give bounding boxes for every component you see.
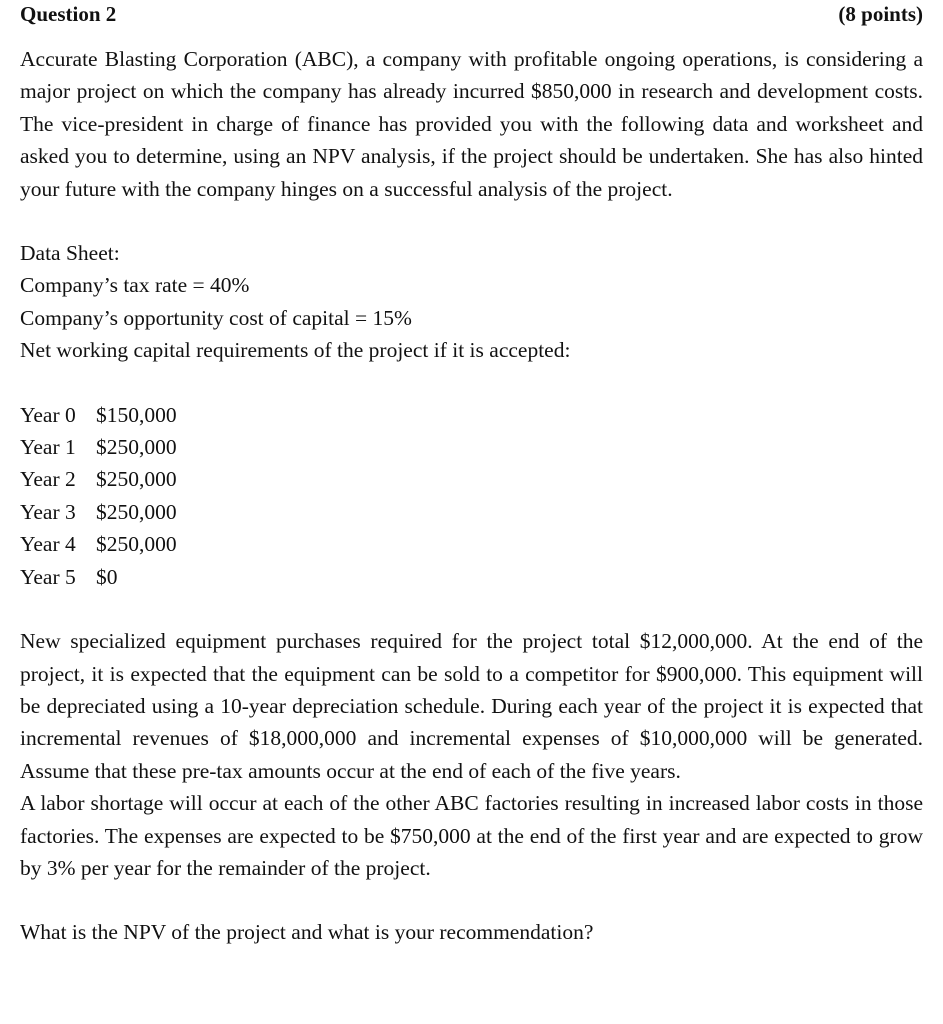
year-label: Year 3 xyxy=(20,499,76,524)
cost-of-capital-line: Company’s opportunity cost of capital = 15% xyxy=(20,305,412,330)
year-label: Year 4 xyxy=(20,532,76,557)
data-sheet xyxy=(20,237,923,367)
nwc-year-list xyxy=(20,399,923,593)
nwc-year-row xyxy=(20,496,923,528)
tax-rate-line: Company’s tax rate = 40% xyxy=(20,273,250,298)
nwc-year-row xyxy=(20,528,923,560)
data-sheet-heading: Data Sheet: xyxy=(20,241,120,266)
year-label: Year 0 xyxy=(20,402,76,427)
year-amount: $250,000 xyxy=(96,467,177,492)
year-amount: $0 xyxy=(96,564,118,589)
nwc-year-row xyxy=(20,561,923,593)
intro-paragraph: Accurate Blasting Corporation (ABC), a company with profitable ongoing operations, is considering a major project on which the company has already incurred $850,000 in research and development costs. The vice-president in charge of finance has provided you with the following data and worksheet and asked you to determine, using an NPV analysis, if the project should be undertaken. She has also hinted your future with the company hinges on a successful analysis of the project. xyxy=(20,47,923,201)
year-amount: $250,000 xyxy=(96,435,177,460)
nwc-year-row xyxy=(20,431,923,463)
question-title: Question 2 xyxy=(20,2,117,26)
year-amount: $250,000 xyxy=(96,532,177,557)
labor-paragraph: A labor shortage will occur at each of the other ABC factories resulting in increased labor costs in those factories. The expenses are expected to be $750,000 at the end of the first year and are expected to grow by 3% per year for the remainder of the project. xyxy=(20,791,923,880)
final-question: What is the NPV of the project and what is your recommendation? xyxy=(20,920,594,945)
nwc-year-row xyxy=(20,463,923,495)
year-amount: $250,000 xyxy=(96,499,177,524)
question-header xyxy=(20,0,923,32)
year-label: Year 5 xyxy=(20,564,76,589)
year-amount: $150,000 xyxy=(96,402,177,427)
equipment-paragraph: New specialized equipment purchases required for the project total $12,000,000. At the end of the project, it is expected that the equipment can be sold to a competitor for $900,000. This equipment will be depreciated using a 10-year depreciation schedule. During each year of the project it is expected that incremental revenues of $18,000,000 and incremental expenses of $10,000,000 will be generated. Assume that these pre-tax amounts occur at the end of each of the five years. xyxy=(20,629,923,783)
question-document xyxy=(20,0,923,949)
nwc-heading: Net working capital requirements of the project if it is accepted: xyxy=(20,338,571,363)
question-points: (8 points) xyxy=(838,2,923,26)
nwc-year-row xyxy=(20,399,923,431)
year-label: Year 1 xyxy=(20,435,76,460)
year-label: Year 2 xyxy=(20,467,76,492)
